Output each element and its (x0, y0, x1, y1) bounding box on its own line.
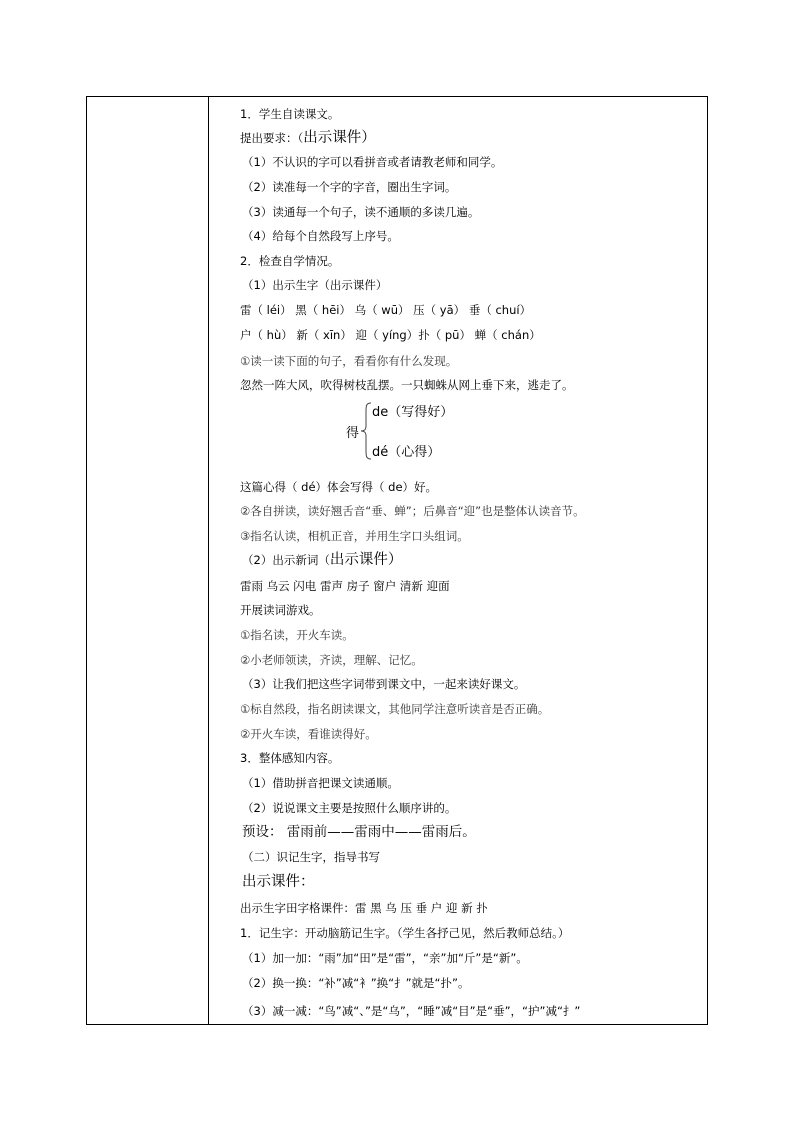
text-line: 开展读词游戏。 (240, 603, 321, 617)
text-line: 这篇心得（ dé）体会写得（ de）好。 (240, 480, 438, 494)
lesson-table (86, 96, 708, 1025)
text-line: 预设： 雷雨前——雷雨中——雷雨后。 (242, 824, 476, 840)
text-line: ②各自拼读，读好翘舌音“垂、蝉”；后鼻音“迎”也是整体认读音节。 (240, 504, 585, 518)
text-line: ①指名读，开火车读。 (240, 628, 354, 642)
section-heading: （二）识记生字，指导书写 (242, 850, 380, 864)
text-line: ①读一读下面的句子，看看你有什么发现。 (240, 354, 458, 368)
text-line: （1）出示生字（出示课件） (242, 278, 388, 292)
lesson-content (240, 97, 706, 1024)
text-line: 提出要求：（出示课件） (240, 130, 376, 146)
text-line: （1）加一加：“雨”加“田”是“雷”，“亲”加“斤”是“新”。 (242, 951, 528, 965)
text-line: （1）不认识的字可以看拼音或者请教老师和同学。 (242, 155, 503, 169)
brace-character: 得 (346, 426, 360, 441)
text-line: （3）让我们把这些字词带到课文中，一起来读好课文。 (242, 677, 526, 691)
brace-reading-top: de（写得好） (372, 405, 454, 420)
text-line: 出示生字田字格课件：雷 黑 乌 压 垂 户 迎 新 扑 (240, 901, 488, 915)
text-line: 1．记生字：开动脑筋记生字。（学生各抒己见，然后教师总结。） (240, 926, 570, 940)
text-line: 3．整体感知内容。 (240, 751, 340, 765)
text-line: （1）借助拼音把课文读通顺。 (242, 776, 399, 790)
brace-reading-bottom: dé（心得） (372, 445, 441, 460)
text-line: ②开火车读，看谁读得好。 (240, 727, 377, 741)
pinyin-row: 雷（ léi） 黑（ hēi） 乌（ wū） 压（ yā） 垂（ chuí） (240, 303, 532, 317)
text-line: ③指名认读，相机正音，并用生字口头组词。 (240, 529, 469, 543)
text-line: （4）给每个自然段写上序号。 (242, 229, 399, 243)
text-line: （3）减一减：“鸟”减“、”是“乌”，“睡”减“目”是“垂”，“护”减“扌” (242, 1004, 581, 1018)
text-line: （3）读通每一个句子，读不通顺的多读几遍。 (242, 205, 480, 219)
text-line: （2）换一换：“补”减“衤”换“扌”就是“扑”。 (242, 976, 470, 990)
pinyin-row: 户（ hù） 新（ xīn） 迎（ yíng）扑（ pū） 蝉（ chán） (240, 328, 541, 342)
example-sentence: 忽然一阵大风，吹得树枝乱摆。一只蜘蛛从网上垂下来，逃走了。 (240, 378, 574, 392)
word-list: 雷雨 乌云 闪电 雷声 房子 窗户 清新 迎面 (240, 579, 450, 593)
text-line: ②小老师领读，齐读，理解、记忆。 (240, 653, 423, 667)
text-line: 2．检查自学情况。 (240, 254, 340, 268)
column-divider (208, 97, 209, 1024)
text-line: （2）出示新词（出示课件） (242, 552, 403, 568)
text-line: 出示课件： (242, 874, 315, 890)
text-line: （2）说说课文主要是按照什么顺序讲的。 (242, 801, 457, 815)
text-line: （2）读准每一个字的字音，圈出生字词。 (242, 180, 457, 194)
polyphone-brace (346, 397, 476, 461)
text-line: 1．学生自读课文。 (240, 107, 340, 121)
text-line: ①标自然段，指名朗读课文，其他同学注意听读音是否正确。 (240, 702, 550, 716)
curly-brace-icon (360, 402, 372, 460)
